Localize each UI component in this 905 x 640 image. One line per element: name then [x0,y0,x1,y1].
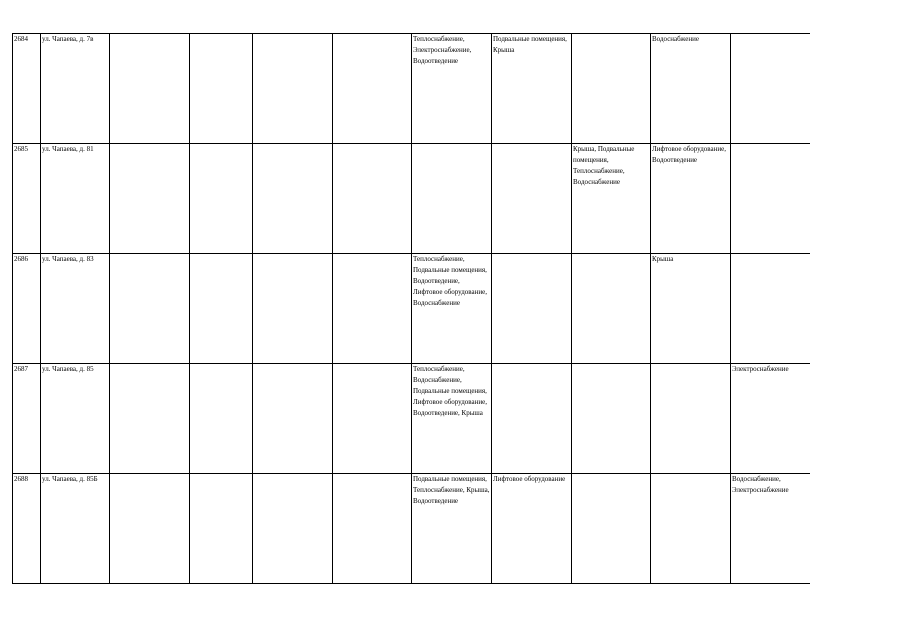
works-cell: Теплоснабжение, Водоснабжение, Подвальные помещения, Лифтовое оборудование, Водоотведение, Крыша [412,364,492,474]
works-cell: Теплоснабжение, Подвальные помещения, Водоотведение, Лифтовое оборудование, Водоснабжение [412,254,492,364]
works-cell: Лифтовое оборудование [492,474,572,584]
works-cell: Крыша, Подвальные помещения, Теплоснабжение, Водоснабжение [572,144,651,254]
empty-cell [253,474,333,584]
row-number: 2688 [13,474,41,584]
works-cell: Лифтовое оборудование, Водоотведение [651,144,731,254]
empty-cell [333,474,412,584]
works-cell [651,474,731,584]
works-cell [492,144,572,254]
empty-cell [110,34,190,144]
works-cell [412,144,492,254]
row-number: 2686 [13,254,41,364]
repair-schedule-table [12,33,889,584]
works-cell [572,254,651,364]
empty-cell [190,254,253,364]
table-row [13,254,889,364]
empty-cell [110,144,190,254]
empty-cell [190,144,253,254]
table-row [13,34,889,144]
empty-cell [190,34,253,144]
works-cell [572,364,651,474]
works-cell [731,254,810,364]
empty-cell [333,364,412,474]
empty-cell [333,144,412,254]
table-row [13,474,889,584]
row-number: 2687 [13,364,41,474]
works-cell: Водоснабжение [651,34,731,144]
works-cell: Электроснабжение [731,364,810,474]
works-cell [731,34,810,144]
works-cell: Водоснабжение, Электроснабжение [731,474,810,584]
table-row [13,144,889,254]
address-cell: ул. Чапаева, д. 83 [41,254,110,364]
works-cell: Теплоснабжение, Электроснабжение, Водоотведение [412,34,492,144]
address-cell: ул. Чапаева, д. 85 [41,364,110,474]
works-cell [492,364,572,474]
empty-cell [253,364,333,474]
empty-cell [253,254,333,364]
works-cell [572,34,651,144]
works-cell: Подвальные помещения, Крыша [492,34,572,144]
row-number: 2684 [13,34,41,144]
empty-cell [333,254,412,364]
empty-cell [190,474,253,584]
works-cell: Подвальные помещения, Теплоснабжение, Крыша, Водоотведение [412,474,492,584]
empty-cell [110,254,190,364]
works-cell [731,144,810,254]
works-cell [651,364,731,474]
works-cell [492,254,572,364]
table-row [13,364,889,474]
address-cell: ул. Чапаева, д. 85Б [41,474,110,584]
works-cell [572,474,651,584]
empty-cell [253,34,333,144]
empty-cell [333,34,412,144]
empty-cell [190,364,253,474]
row-number: 2685 [13,144,41,254]
empty-cell [110,364,190,474]
empty-cell [253,144,333,254]
address-cell: ул. Чапаева, д. 81 [41,144,110,254]
empty-cell [110,474,190,584]
works-cell: Крыша [651,254,731,364]
address-cell: ул. Чапаева, д. 7в [41,34,110,144]
